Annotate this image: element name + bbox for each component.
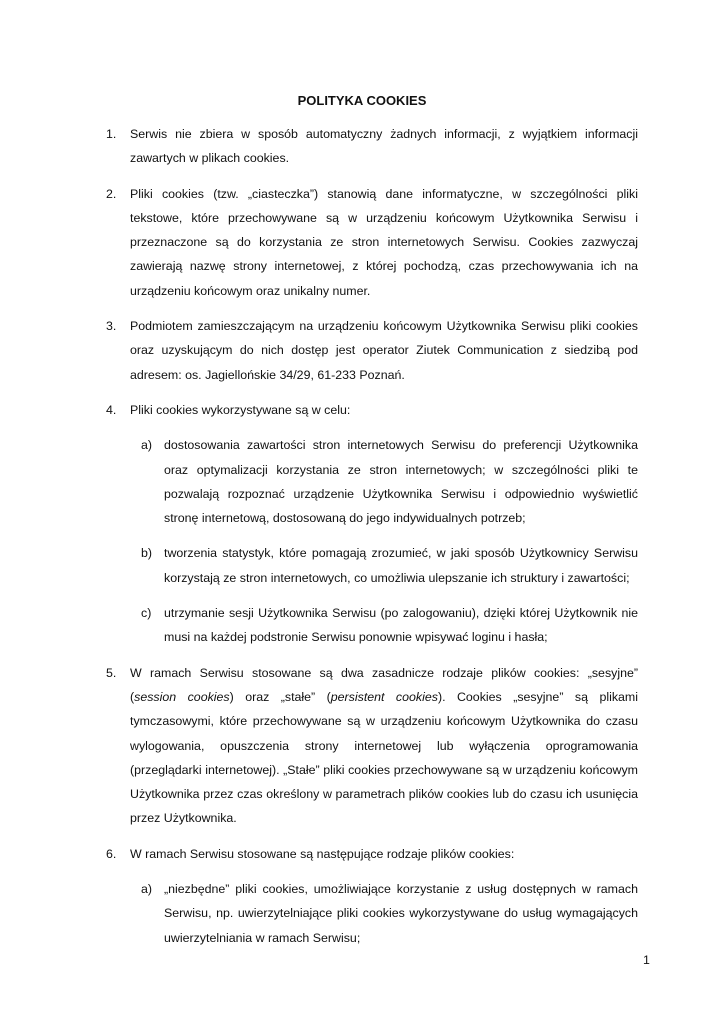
item-number: 2. xyxy=(106,186,117,201)
sub-item-text: tworzenia statystyk, które pomagają zrozumieć, w jaki sposób Użytkownicy Serwisu korzystają ze stron internetowych, co umożliwia ulepszanie ich struktury i zawartości; xyxy=(164,546,638,585)
sub-list-item xyxy=(106,877,638,950)
text-segment: ). Cookies „sesyjne” są plikami tymczasowymi, które przechowywane są w urządzeniu końcowym Użytkownika do czasu wylogowania, opuszczenia strony internetowej lub wyłączenia oprogramowania (przeglądarki internetowej). „Stałe” pliki cookies przechowywane są w urządzeniu końcowym Użytkownika przez czas określony w parametrach plików cookies lub do czasu ich usunięcia przez Użytkownika. xyxy=(130,689,638,826)
sub-item-text: dostosowania zawartości stron internetowych Serwisu do preferencji Użytkownika oraz optymalizacji korzystania ze stron internetowych; w szczególności pliki te pozwalają rozpoznać urządzenie Użytkownika Serwisu i odpowiednio wyświetlić stronę internetową, dostosowaną do jego indywidualnych potrzeb; xyxy=(164,438,638,526)
text-segment: ) oraz „stałe” ( xyxy=(229,689,331,704)
document-title: POLITYKA COOKIES xyxy=(297,93,427,108)
italic-term: session cookies xyxy=(134,689,230,704)
sub-list-item xyxy=(106,601,638,650)
sub-item-label: c) xyxy=(141,606,152,621)
item-text: Serwis nie zbiera w sposób automatyczny żadnych informacji, z wyjątkiem informacji zawartych w plikach cookies. xyxy=(130,127,638,166)
item-text: W ramach Serwisu stosowane są następujące rodzaje plików cookies: xyxy=(130,846,515,861)
list-item xyxy=(106,661,638,831)
sub-list-item xyxy=(106,433,638,530)
sub-item-label: a) xyxy=(141,882,153,897)
item-text xyxy=(130,661,638,831)
sub-item-text: „niezbędne” pliki cookies, umożliwiające korzystanie z usług dostępnych w ramach Serwisu, np. uwierzytelniające pliki cookies wykorzystywane do usług wymagających uwierzytelniania w ramach Serwisu; xyxy=(164,882,638,945)
text-segment: W ramach Serwisu stosowane są dwa zasadnicze rodzaje plików cookies: „sesyjne” ( xyxy=(130,665,638,704)
list-item xyxy=(106,842,638,866)
item-number: 1. xyxy=(106,127,117,141)
item-text: Pliki cookies wykorzystywane są w celu: xyxy=(130,402,351,417)
sub-item-label: b) xyxy=(141,546,153,561)
sub-item-label: a) xyxy=(141,438,153,453)
item-text: Pliki cookies (tzw. „ciasteczka”) stanowią dane informatyczne, w szczególności pliki tekstowe, które przechowywane są w urządzeniu końcowym Użytkownika Serwisu i przeznaczone są do korzystania ze stron internetowych Serwisu. Cookies zazwyczaj zawierają nazwę strony internetowej, z której pochodzą, czas przechowywania ich na urządzeniu końcowym oraz unikalny numer. xyxy=(130,186,638,298)
list-item xyxy=(106,314,638,387)
document-body xyxy=(106,122,638,961)
sub-list-item xyxy=(106,541,638,590)
item-number: 6. xyxy=(106,846,117,861)
item-number: 3. xyxy=(106,319,117,334)
item-text: Podmiotem zamieszczającym na urządzeniu końcowym Użytkownika Serwisu pliki cookies oraz uzyskującym do nich dostęp jest operator Ziutek Communication z siedzibą pod adresem: os. Jagiellońskie 34/29, 61-233 Poznań. xyxy=(130,319,638,382)
sub-item-text: utrzymanie sesji Użytkownika Serwisu (po zalogowaniu), dzięki której Użytkownik nie musi na każdej podstronie Serwisu ponownie wpisywać loginu i hasła; xyxy=(164,606,638,645)
list-item xyxy=(106,122,638,171)
italic-term: persistent cookies xyxy=(330,689,438,704)
item-number: 5. xyxy=(106,665,117,680)
list-item xyxy=(106,182,638,303)
page-number: 1 xyxy=(643,953,650,967)
item-number: 4. xyxy=(106,402,117,417)
list-item xyxy=(106,398,638,422)
